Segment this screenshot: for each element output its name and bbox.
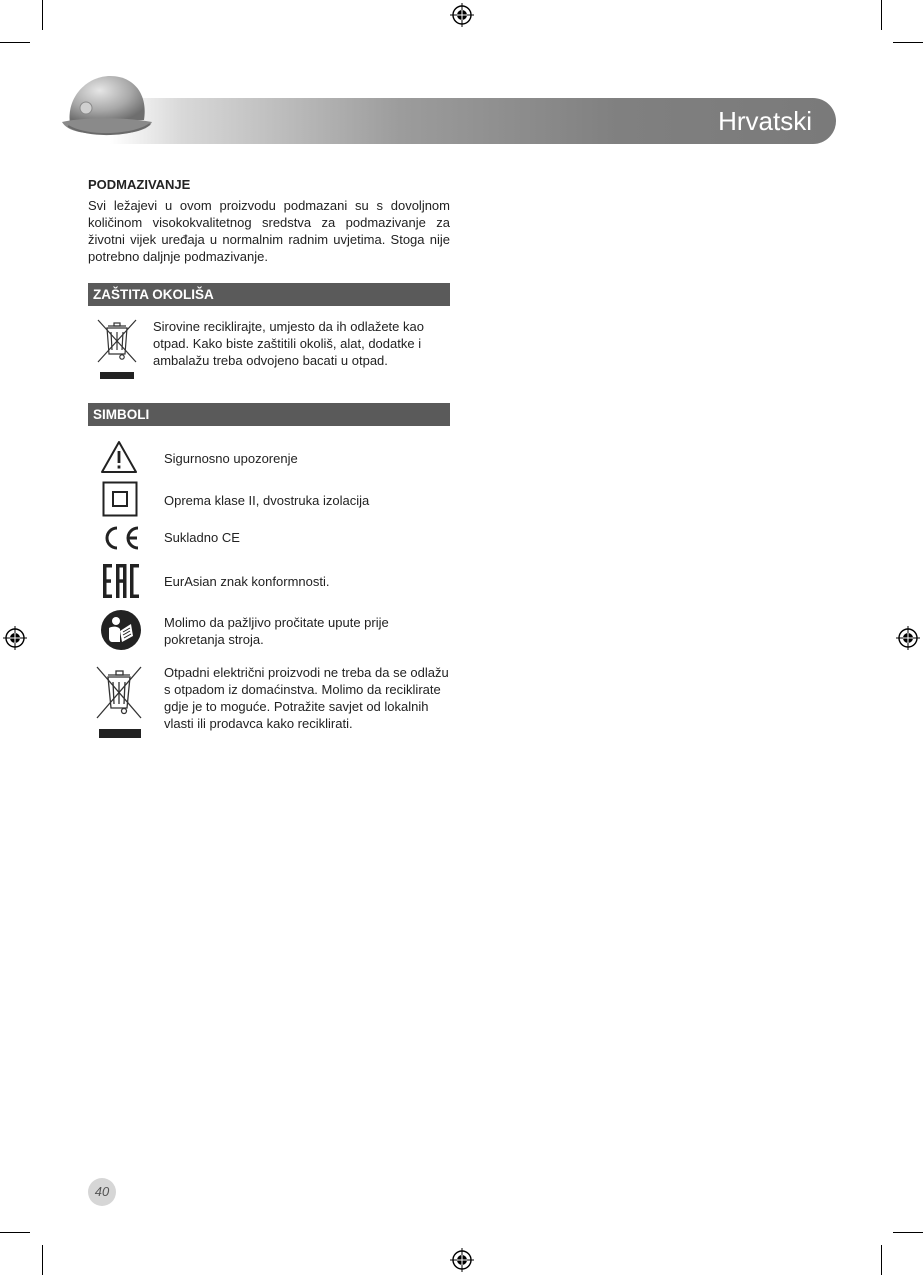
crop-mark: [42, 0, 43, 30]
registration-mark-icon: [896, 626, 920, 650]
environment-heading: ZAŠTITA OKOLIŠA: [88, 283, 450, 306]
crop-mark: [42, 1245, 43, 1275]
lubrication-text: Svi ležajevi u ovom proizvodu podmazani su s dovoljnom količinom visokokvalitetnog sredstva za podmazivanje za životni vijek uređaja u normalnim radnim uvjetima. Stoga nije potrebno daljnje podmazivanje.: [88, 198, 450, 264]
registration-mark-icon: [3, 626, 27, 650]
warning-triangle-icon: [100, 440, 138, 474]
registration-mark-icon: [450, 1248, 474, 1272]
class-ii-insulation-icon: [102, 481, 138, 517]
symbol-text-read-manual: Molimo da pažljivo pročitate upute prije pokretanja stroja.: [164, 615, 389, 647]
symbol-text-weee: Otpadni električni proizvodi ne treba da se odlažu s otpadom iz domaćinstva. Molimo da reciklirate gdje je to moguće. Potražite savjet od lokalnih vlasti ili prodavca kako reciklirati.: [164, 665, 449, 731]
weee-bin-icon: [94, 318, 140, 382]
language-banner: [110, 98, 836, 144]
symbol-text-warning: Sigurnosno upozorenje: [164, 451, 298, 466]
registration-mark-icon: [450, 3, 474, 27]
crop-mark: [881, 1245, 882, 1275]
lubrication-heading: PODMAZIVANJE: [88, 177, 191, 192]
read-manual-icon: [100, 609, 142, 651]
weee-bin-icon: [94, 664, 144, 740]
symbols-heading: SIMBOLI: [88, 403, 450, 426]
crop-mark: [0, 1232, 30, 1233]
page-number: 40: [88, 1178, 116, 1206]
crop-mark: [893, 42, 923, 43]
ce-mark-icon: [100, 524, 142, 552]
symbol-text-eac: EurAsian znak konformnosti.: [164, 574, 330, 589]
crop-mark: [881, 0, 882, 30]
crop-mark: [893, 1232, 923, 1233]
language-title: Hrvatski: [718, 106, 812, 136]
environment-text: Sirovine reciklirajte, umjesto da ih odlažete kao otpad. Kako biste zaštitili okoliš, alat, dodatke i ambalažu treba odvojeno bacati u otpad.: [153, 319, 424, 368]
crop-mark: [0, 42, 30, 43]
eac-mark-icon: [102, 563, 140, 599]
symbol-text-class-ii: Oprema klase II, dvostruka izolacija: [164, 493, 370, 508]
symbol-text-ce: Sukladno CE: [164, 530, 240, 545]
hard-hat-icon: [48, 72, 158, 152]
